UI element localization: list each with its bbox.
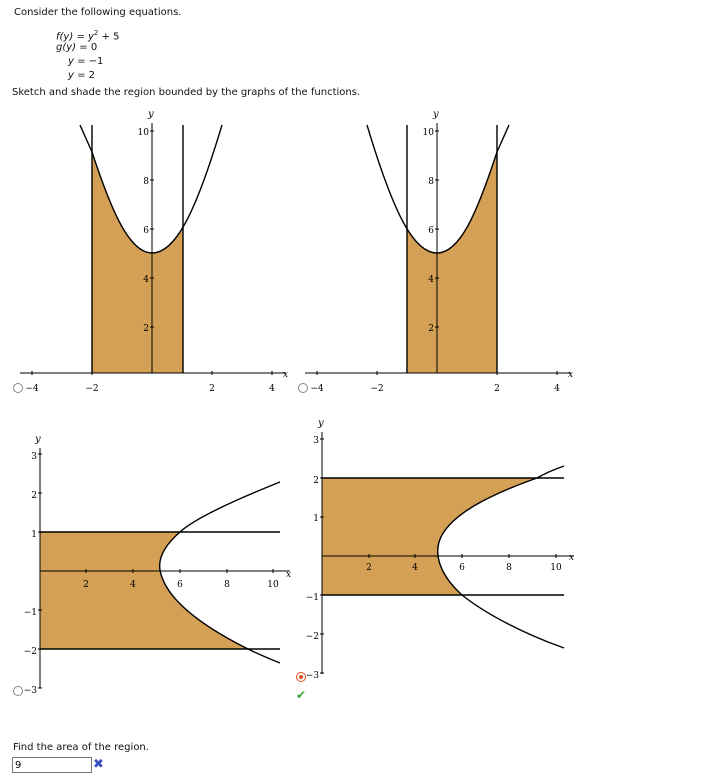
y-tick-label: −3 — [23, 686, 37, 696]
y-tick-label: 8 — [428, 177, 434, 187]
choice-graph-2[interactable] — [305, 105, 585, 395]
y-tick-label: 2 — [428, 324, 434, 334]
x-axis-label: x — [286, 570, 292, 580]
y-tick-label: −2 — [23, 647, 37, 657]
choice-graph-4[interactable] — [292, 410, 582, 680]
choice-graph-1[interactable] — [20, 105, 300, 395]
x-tick-label: 2 — [366, 563, 372, 573]
incorrect-x-icon: ✖ — [93, 757, 104, 772]
correct-check-icon: ✔ — [296, 688, 307, 702]
x-tick-label: 2 — [209, 384, 215, 394]
y-tick-label: 6 — [143, 226, 149, 236]
y-tick-labels — [24, 452, 38, 696]
y-tick-label: 2 — [143, 324, 149, 334]
x-axis-label: x — [283, 370, 289, 380]
y-axis-label: y — [35, 434, 41, 445]
x-tick-label: −2 — [85, 384, 99, 394]
y-tick-label: 4 — [143, 275, 149, 285]
y-tick-labels — [306, 436, 320, 681]
y-tick-label: −2 — [305, 632, 319, 642]
x-tick-label: 4 — [130, 580, 136, 590]
x-tick-label: 4 — [554, 384, 560, 394]
x-tick-label: −4 — [310, 384, 324, 394]
parabola-curve-upper-left — [80, 125, 92, 152]
x-tick-label: 2 — [83, 580, 89, 590]
x-tick-label: −4 — [25, 384, 39, 394]
y-axis-label: y — [318, 418, 324, 429]
y-tick-label: 2 — [31, 491, 37, 501]
equation-tail: + 5 — [98, 31, 120, 43]
shaded-region — [322, 478, 537, 595]
y-tick-label: 1 — [313, 514, 319, 524]
x-tick-label: 6 — [177, 580, 183, 590]
x-tick-label: 4 — [412, 563, 418, 573]
x-tick-labels — [310, 384, 560, 394]
equation-rhs: −1 — [88, 56, 104, 67]
y-tick-label: 10 — [137, 128, 149, 138]
area-answer-input[interactable] — [12, 757, 92, 773]
y-tick-label: 4 — [428, 275, 434, 285]
x-tick-label: −2 — [370, 384, 384, 394]
x-tick-label: 8 — [224, 580, 230, 590]
shaded-region — [407, 152, 497, 373]
instruction-text: Sketch and shade the region bounded by the graphs of the functions. — [12, 87, 361, 98]
intro-text: Consider the following equations. — [14, 7, 182, 18]
parabola-curve-upper-right — [497, 125, 509, 152]
x-tick-labels — [25, 384, 275, 394]
choice-radio-2[interactable] — [298, 383, 308, 393]
equation-rhs: 0 — [90, 42, 98, 53]
equation-g: g(y) = 0 — [56, 42, 98, 53]
equation-lhs: y — [68, 70, 74, 81]
area-prompt: Find the area of the region. — [13, 742, 149, 753]
equation-y2: y = 2 — [68, 70, 96, 81]
y-tick-label: 6 — [428, 226, 434, 236]
x-tick-label: 10 — [550, 563, 562, 573]
x-tick-label: 2 — [494, 384, 500, 394]
y-tick-label: 3 — [31, 452, 37, 462]
y-tick-label: 1 — [31, 530, 37, 540]
shaded-region — [92, 152, 183, 373]
choice-radio-3[interactable] — [13, 686, 23, 696]
y-tick-label: 8 — [143, 177, 149, 187]
equation-y1: y = −1 — [68, 56, 104, 67]
x-tick-label: 10 — [267, 580, 279, 590]
x-tick-label: 4 — [269, 384, 275, 394]
y-axis-label: y — [148, 109, 154, 120]
choice-radio-4[interactable] — [296, 672, 306, 682]
y-tick-label: −1 — [23, 608, 37, 618]
choice-radio-1[interactable] — [13, 383, 23, 393]
x-axis-label: x — [568, 370, 574, 380]
equation-rhs: 2 — [88, 70, 96, 81]
equation-lhs: f(y) — [56, 31, 74, 43]
equation-f: $f(y) = y^2 + 5$ — [56, 29, 120, 43]
x-tick-label: 6 — [459, 563, 465, 573]
equation-lhs: g(y) — [56, 42, 77, 53]
equation-exponent: 2 — [93, 29, 99, 37]
y-tick-label: −3 — [305, 671, 319, 681]
y-tick-label: −1 — [305, 593, 319, 603]
y-tick-label: 10 — [422, 128, 434, 138]
equation-lhs: y — [68, 56, 74, 67]
x-tick-label: 8 — [506, 563, 512, 573]
y-tick-label: 3 — [313, 436, 319, 446]
x-axis-label: x — [569, 553, 575, 563]
equation-rhs: y — [88, 31, 94, 43]
choice-graph-3[interactable] — [10, 430, 300, 696]
y-tick-label: 2 — [313, 476, 319, 486]
y-axis-label: y — [433, 109, 439, 120]
